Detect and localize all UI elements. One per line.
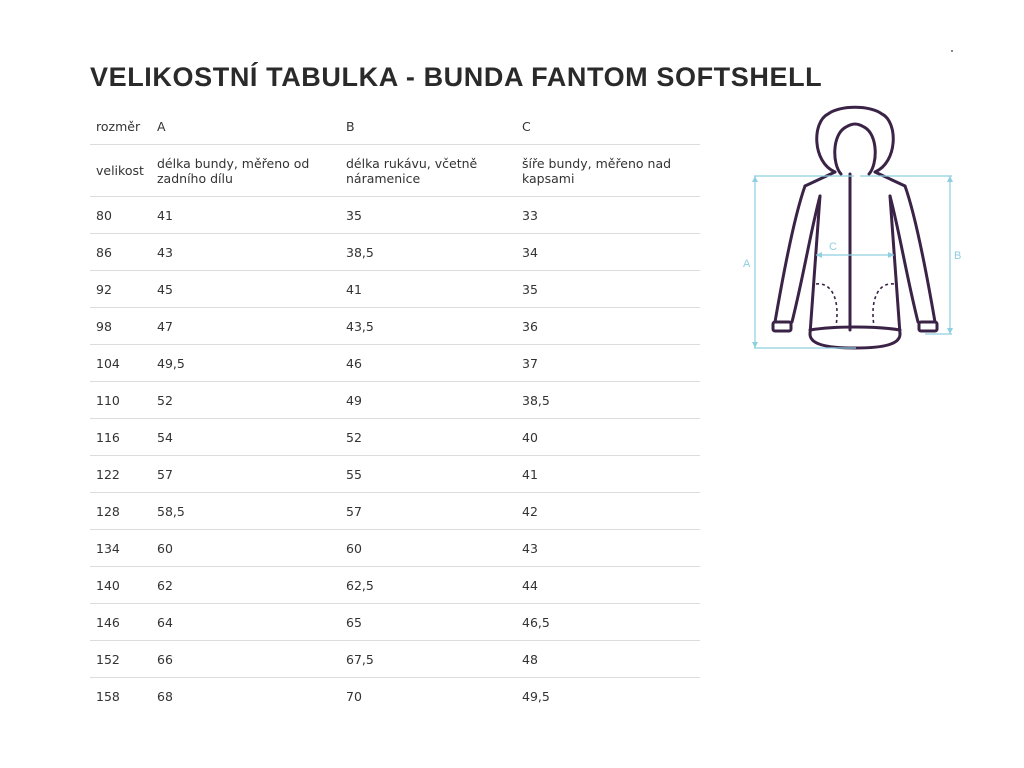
page-title: VELIKOSTNÍ TABULKA - BUNDA FANTOM SOFTSHELL [90,62,823,92]
cell-b: 62,5 [346,577,374,593]
cell-size: 146 [96,614,120,630]
jacket-outline-icon [740,104,970,356]
cell-b: 60 [346,540,362,556]
table-row [90,567,700,604]
table-row [90,678,700,715]
table-row [90,197,700,234]
table-row [90,382,700,419]
cell-c: 33 [522,207,538,223]
cell-b: 41 [346,281,362,297]
cell-size: 104 [96,355,120,371]
cell-c: 46,5 [522,614,550,630]
pocket-outlines [816,284,894,326]
cell-b: 67,5 [346,651,374,667]
cell-c: 37 [522,355,538,371]
cell-size: 134 [96,540,120,556]
cell-c: 42 [522,503,538,519]
cell-size: 110 [96,392,120,408]
cell-c: 48 [522,651,538,667]
cell-c: 41 [522,466,538,482]
cell-size: 98 [96,318,112,334]
cell-a: 58,5 [157,503,185,519]
cell-a: 52 [157,392,173,408]
cell-size: 86 [96,244,112,260]
label-c: C [829,241,837,253]
cell-size: 152 [96,651,120,667]
cell-a: 66 [157,651,173,667]
header-cell-c: šíře bundy, měřeno nad kapsami [522,155,672,186]
cell-b: 38,5 [346,244,374,260]
table-row [90,493,700,530]
table-row [90,345,700,382]
size-table-body [90,108,700,714]
table-row [90,234,700,271]
cell-c: 38,5 [522,392,550,408]
table-row [90,530,700,567]
cell-c: 44 [522,577,538,593]
corner-dot [951,50,953,52]
letter-cell-rozmer: rozměr [96,118,141,134]
letter-cell-c: C [522,118,531,134]
cell-b: 43,5 [346,318,374,334]
letter-cell-a: A [157,118,166,134]
cell-b: 55 [346,466,362,482]
cell-b: 35 [346,207,362,223]
table-row [90,308,700,345]
cell-a: 57 [157,466,173,482]
jacket-outline [773,107,937,348]
cell-size: 158 [96,688,120,704]
cell-c: 40 [522,429,538,445]
table-row [90,456,700,493]
table-row [90,419,700,456]
label-a: A [743,258,751,270]
cell-b: 52 [346,429,362,445]
cell-size: 80 [96,207,112,223]
cell-a: 54 [157,429,173,445]
cell-c: 36 [522,318,538,334]
header-cell-velikost: velikost [96,163,144,178]
cell-c: 43 [522,540,538,556]
cell-size: 140 [96,577,120,593]
header-cell-b: délka rukávu, včetně náramenice [346,155,478,186]
cell-a: 47 [157,318,173,334]
table-row [90,641,700,678]
header-cell-a: délka bundy, měřeno od zadního dílu [157,155,310,186]
jacket-diagram [740,104,970,360]
cell-b: 57 [346,503,362,519]
cell-size: 128 [96,503,120,519]
cell-size: 122 [96,466,120,482]
cell-c: 49,5 [522,688,550,704]
cell-size: 116 [96,429,120,445]
letter-cell-b: B [346,118,355,134]
cell-a: 49,5 [157,355,185,371]
header-row [90,145,700,197]
label-b: B [954,250,962,262]
cell-a: 60 [157,540,173,556]
cell-a: 62 [157,577,173,593]
table-row [90,604,700,641]
cell-a: 41 [157,207,173,223]
cell-c: 35 [522,281,538,297]
cell-a: 45 [157,281,173,297]
cell-a: 43 [157,244,173,260]
table-row [90,271,700,308]
cell-a: 64 [157,614,173,630]
cell-b: 70 [346,688,362,704]
size-table [90,108,700,714]
cell-b: 49 [346,392,362,408]
cell-a: 68 [157,688,173,704]
cell-size: 92 [96,281,112,297]
cell-b: 46 [346,355,362,371]
letter-row [90,108,700,145]
cell-b: 65 [346,614,362,630]
cell-c: 34 [522,244,538,260]
